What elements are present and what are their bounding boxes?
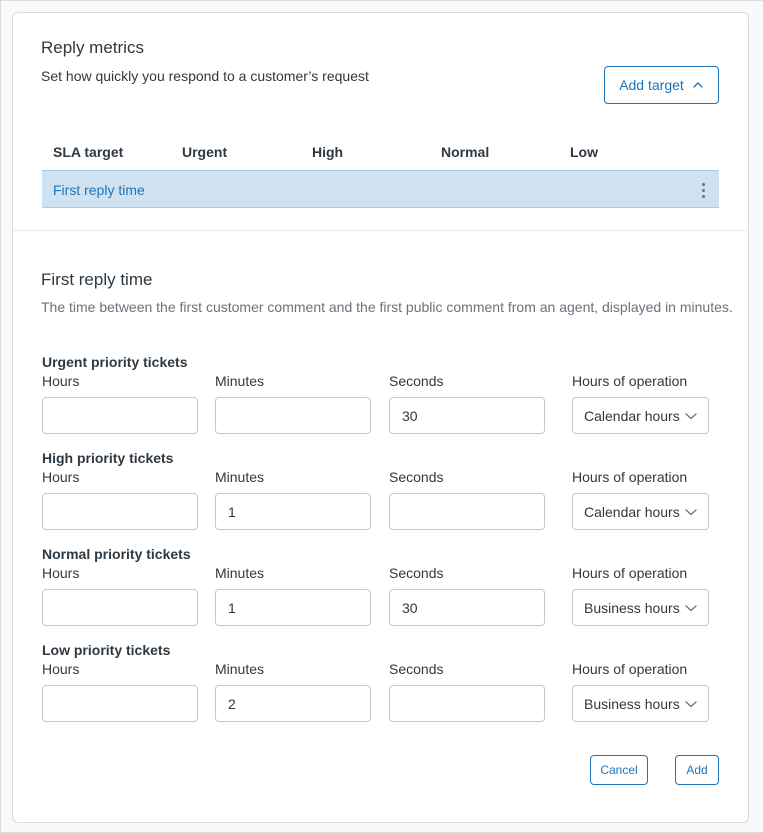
high-minutes-input[interactable] — [215, 493, 371, 530]
seconds-label: Seconds — [389, 565, 444, 581]
normal-priority-label: Normal priority tickets — [42, 546, 191, 562]
column-header-normal: Normal — [441, 144, 490, 160]
cancel-button[interactable]: Cancel — [590, 755, 648, 785]
add-target-label: Add target — [619, 77, 684, 93]
add-target-button[interactable] — [604, 66, 719, 104]
urgent-minutes-input[interactable] — [215, 397, 371, 434]
add-button[interactable]: Add — [675, 755, 719, 785]
normal-hours-of-operation-select[interactable] — [572, 589, 709, 626]
high-priority-label: High priority tickets — [42, 450, 174, 466]
chevron-down-icon — [685, 699, 697, 709]
low-minutes-input[interactable] — [215, 685, 371, 722]
reply-metrics-description: Set how quickly you respond to a customer’s request — [41, 68, 369, 84]
low-priority-label: Low priority tickets — [42, 642, 171, 658]
chevron-down-icon — [685, 603, 697, 613]
chevron-up-icon — [692, 79, 704, 91]
minutes-label: Minutes — [215, 565, 265, 581]
column-header-high: High — [312, 144, 344, 160]
normal-minutes-input[interactable] — [215, 589, 371, 626]
hours-label: Hours — [42, 661, 80, 677]
table-row[interactable] — [42, 170, 719, 208]
first-reply-time-description: The time between the first customer comment and the first public comment from an agent, displayed in minutes. — [41, 299, 733, 315]
seconds-label: Seconds — [389, 373, 444, 389]
chevron-down-icon — [685, 507, 697, 517]
hours-of-operation-label: Hours of operation — [572, 469, 688, 485]
column-header-low: Low — [570, 144, 598, 160]
high-hours-of-operation-value: Calendar hours — [584, 503, 680, 520]
urgent-seconds-input[interactable] — [389, 397, 545, 434]
hours-label: Hours — [42, 373, 80, 389]
hours-label: Hours — [42, 469, 80, 485]
urgent-priority-label: Urgent priority tickets — [42, 354, 188, 370]
low-hours-of-operation-select[interactable] — [572, 685, 709, 722]
low-seconds-input[interactable] — [389, 685, 545, 722]
column-header-urgent: Urgent — [182, 144, 228, 160]
seconds-label: Seconds — [389, 661, 444, 677]
hours-of-operation-label: Hours of operation — [572, 565, 688, 581]
hours-label: Hours — [42, 565, 80, 581]
minutes-label: Minutes — [215, 373, 265, 389]
urgent-hours-of-operation-value: Calendar hours — [584, 407, 680, 424]
minutes-label: Minutes — [215, 469, 265, 485]
normal-seconds-input[interactable] — [389, 589, 545, 626]
sla-table-header — [42, 138, 719, 170]
normal-hours-of-operation-value: Business hours — [584, 599, 680, 616]
seconds-label: Seconds — [389, 469, 444, 485]
sla-policy-card — [12, 12, 749, 823]
overflow-menu-icon[interactable] — [697, 180, 709, 200]
high-hours-of-operation-select[interactable] — [572, 493, 709, 530]
chevron-down-icon — [685, 411, 697, 421]
hours-of-operation-label: Hours of operation — [572, 373, 688, 389]
first-reply-time-title: First reply time — [41, 270, 153, 289]
minutes-label: Minutes — [215, 661, 265, 677]
high-hours-input[interactable] — [42, 493, 198, 530]
section-divider — [13, 230, 748, 231]
low-hours-input[interactable] — [42, 685, 198, 722]
normal-hours-input[interactable] — [42, 589, 198, 626]
column-header-sla-target: SLA target — [53, 144, 124, 160]
low-hours-of-operation-value: Business hours — [584, 695, 680, 712]
urgent-hours-of-operation-select[interactable] — [572, 397, 709, 434]
high-seconds-input[interactable] — [389, 493, 545, 530]
reply-metrics-title: Reply metrics — [41, 38, 144, 57]
urgent-hours-input[interactable] — [42, 397, 198, 434]
first-reply-time-link[interactable]: First reply time — [53, 182, 145, 198]
hours-of-operation-label: Hours of operation — [572, 661, 688, 677]
